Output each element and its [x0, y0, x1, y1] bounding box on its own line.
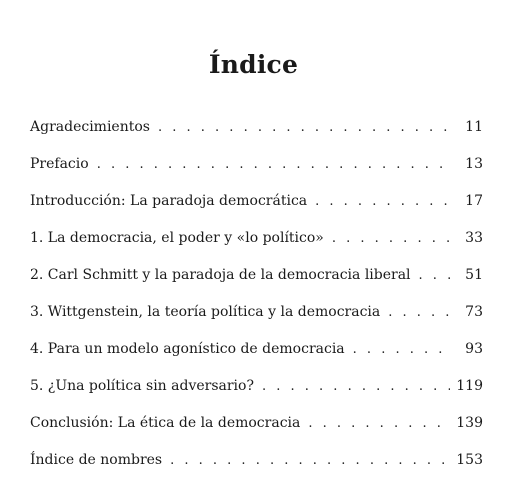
dot-leader — [419, 262, 451, 290]
toc-entry — [30, 187, 483, 224]
toc-entry-title: Agradecimientos — [30, 119, 150, 135]
dot-leader — [388, 299, 451, 327]
toc-entry-title: 1. La democracia, el poder y «lo político» — [30, 230, 324, 246]
toc-entry — [30, 372, 483, 409]
toc-entry-title: Índice de nombres — [30, 452, 163, 468]
dot-leader — [308, 410, 450, 438]
toc-entry — [30, 335, 483, 372]
toc-entry-page-number: 17 — [465, 193, 483, 209]
dot-leader — [158, 114, 451, 142]
dot-leader — [353, 336, 451, 364]
toc-entry-page-number: 119 — [456, 378, 483, 394]
toc-entry — [30, 298, 483, 335]
dot-leader — [97, 151, 451, 179]
toc-entry-title: 2. Carl Schmitt y la paradoja de la democracia liberal — [30, 267, 411, 283]
toc-entry-page-number: 33 — [465, 230, 483, 246]
toc-entry-page-number: 11 — [465, 119, 483, 135]
toc-entry — [30, 113, 483, 150]
toc-entry-page-number: 73 — [465, 304, 483, 320]
toc-entry-page-number: 93 — [465, 341, 483, 357]
toc-entry — [30, 150, 483, 187]
toc-entry-title: 4. Para un modelo agonístico de democracia — [30, 341, 345, 357]
toc-entry — [30, 446, 483, 483]
toc-entry-title: Conclusión: La ética de la democracia — [30, 415, 301, 431]
toc-entry-page-number: 13 — [465, 156, 483, 172]
dot-leader — [262, 373, 450, 401]
toc-entry-page-number: 153 — [456, 452, 483, 468]
toc-entry-title: 3. Wittgenstein, la teoría política y la democracia — [30, 304, 381, 320]
dot-leader — [315, 188, 451, 216]
toc-entry-title: Prefacio — [30, 156, 89, 172]
toc-entry-title: Introducción: La paradoja democrática — [30, 193, 308, 209]
toc-entry-page-number: 139 — [456, 415, 483, 431]
dot-leader — [170, 447, 450, 475]
table-of-contents — [30, 113, 483, 483]
toc-entry-title: 5. ¿Una política sin adversario? — [30, 378, 254, 394]
dot-leader — [332, 225, 451, 253]
toc-entry — [30, 409, 483, 446]
toc-entry — [30, 224, 483, 261]
toc-entry — [30, 261, 483, 298]
toc-entry-page-number: 51 — [465, 267, 483, 283]
page-title: Índice — [208, 49, 299, 79]
